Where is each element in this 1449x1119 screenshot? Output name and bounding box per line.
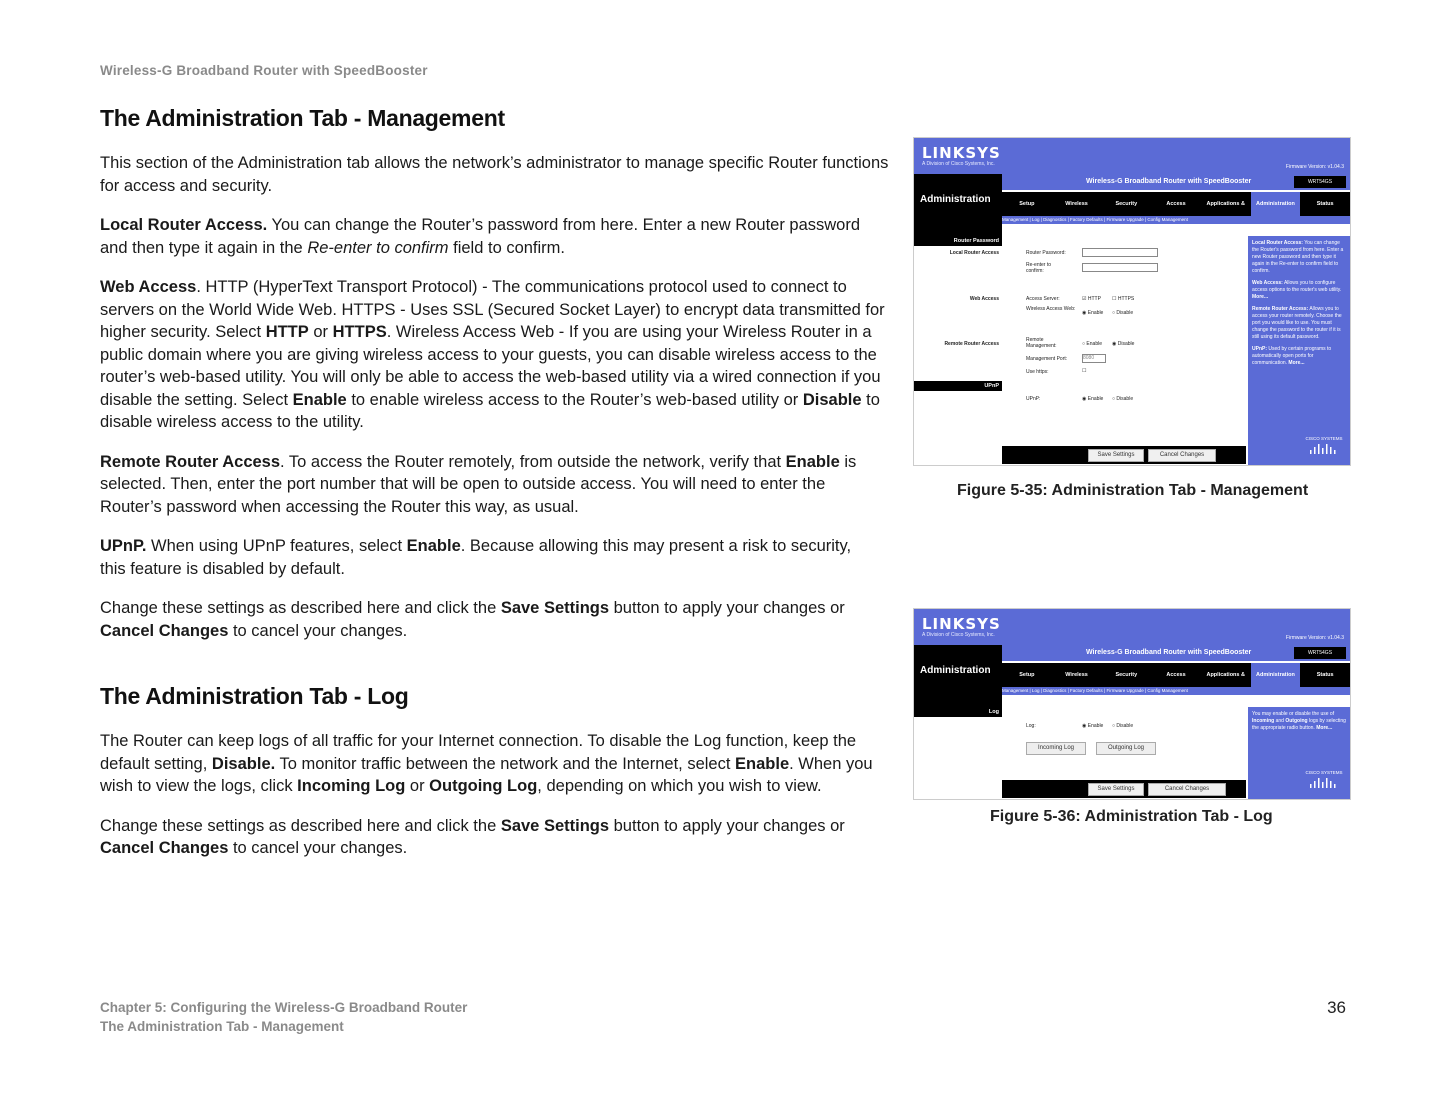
web-access-label: Web Access bbox=[969, 296, 999, 302]
tab-setup[interactable]: Setup bbox=[1019, 672, 1035, 678]
cancel-changes-term: Cancel Changes bbox=[100, 621, 229, 640]
change-text-3: to cancel your changes. bbox=[228, 621, 408, 640]
disable-label: Disable bbox=[1116, 723, 1134, 729]
management-port-input[interactable]: 8080 bbox=[1082, 354, 1106, 363]
upnp-text-2: . Because allowing this may present a risk to security, this feature is disabled by default. bbox=[100, 537, 852, 578]
remote-disable-radio[interactable]: ◉ Disable bbox=[1112, 341, 1135, 347]
change-text-2: button to apply your changes or bbox=[609, 599, 845, 617]
save-settings-term: Save Settings bbox=[500, 599, 610, 617]
log-change-paragraph bbox=[100, 815, 880, 860]
help-local-text: You can change the Router's password from here. Enter a new Router password and then type it again in the Re-enter to confirm field to confirm. bbox=[1252, 240, 1344, 274]
tab-status[interactable]: Status bbox=[1316, 672, 1334, 678]
section-nav-title bbox=[914, 645, 1002, 707]
tab-access-restrictions[interactable]: Access Restrictions bbox=[1160, 672, 1192, 702]
log-text-2: To monitor traffic between the network and the Internet, select bbox=[275, 754, 736, 773]
enable-label: Enable bbox=[1087, 396, 1104, 402]
subtabs[interactable]: Management | Log | Diagnostics | Factory Defaults | Firmware Upgrade | Config Management bbox=[1002, 687, 1350, 695]
remote-access-text: . To access the Router remotely, from outside the network, verify that bbox=[280, 452, 786, 471]
https-checkbox[interactable]: ☐ HTTPS bbox=[1112, 296, 1135, 302]
disable-label: Disable bbox=[1116, 310, 1134, 316]
cisco-text: CISCO SYSTEMS bbox=[1305, 436, 1343, 441]
nav-title-text: Administration bbox=[920, 194, 991, 205]
product-name: Wireless-G Broadband Router with SpeedBooster bbox=[1086, 178, 1252, 185]
reenter-field-name: Re-enter to confirm bbox=[307, 238, 449, 257]
enable-term: Enable bbox=[292, 390, 347, 409]
linksys-logo: LINKSYS bbox=[922, 615, 1001, 633]
wireless-web-disable-radio[interactable]: ○ Disable bbox=[1112, 310, 1134, 316]
log-field-label: Log: bbox=[1026, 723, 1036, 729]
tab-applications-gaming[interactable]: Applications & Gaming bbox=[1206, 672, 1245, 702]
help-panel bbox=[1248, 707, 1350, 799]
enable-label: Enable bbox=[1087, 310, 1104, 316]
disable-label: Disable bbox=[1116, 396, 1134, 402]
management-body bbox=[100, 152, 890, 642]
tab-administration[interactable]: Administration bbox=[1251, 192, 1301, 216]
remote-router-access-label: Remote Router Access bbox=[944, 341, 999, 347]
https-label: HTTPS bbox=[1117, 296, 1135, 302]
upnp-field-label: UPnP: bbox=[1026, 396, 1041, 402]
help-remote-access bbox=[1252, 306, 1346, 341]
help-local-title: Local Router Access: bbox=[1252, 240, 1303, 246]
section-nav-title bbox=[914, 174, 1002, 236]
help-text-3: logs by selecting the appropriate radio button. bbox=[1252, 718, 1346, 731]
remote-enable-term: Enable bbox=[785, 452, 840, 471]
banner bbox=[914, 138, 1350, 174]
cancel-changes-button[interactable]: Cancel Changes bbox=[1148, 783, 1226, 796]
save-settings-button[interactable]: Save Settings bbox=[1088, 449, 1144, 462]
logo-subtitle: A Division of Cisco Systems, Inc. bbox=[922, 632, 995, 638]
cisco-bridge-icon bbox=[1309, 442, 1339, 454]
logo-subtitle: A Division of Cisco Systems, Inc. bbox=[922, 161, 995, 167]
help-upnp bbox=[1252, 346, 1346, 367]
web-access-paragraph bbox=[100, 276, 890, 434]
enable-label: Enable bbox=[1086, 341, 1102, 347]
local-router-access-paragraph bbox=[100, 214, 890, 259]
remote-management-label: Remote Management: bbox=[1026, 337, 1057, 349]
help-log-text bbox=[1252, 711, 1346, 732]
help-upnp-title: UPnP: bbox=[1252, 346, 1267, 352]
upnp-enable-term: Enable bbox=[406, 537, 461, 555]
log-disable-radio[interactable]: ○ Disable bbox=[1112, 723, 1134, 729]
web-access-text-3: to enable wireless access to the Router’s web-based utility or bbox=[346, 390, 803, 409]
local-router-access-label: Local Router Access. bbox=[100, 216, 268, 234]
web-access-text-4: to disable wireless access to the utility. bbox=[100, 390, 880, 431]
remote-access-paragraph bbox=[100, 451, 890, 519]
page-number: 36 bbox=[1327, 998, 1346, 1017]
remote-enable-radio[interactable]: ○ Enable bbox=[1082, 341, 1102, 347]
log-enable-radio[interactable]: ◉ Enable bbox=[1082, 723, 1104, 729]
log-change-text: Change these settings as described here and click the bbox=[100, 816, 501, 835]
tab-wireless[interactable]: Wireless bbox=[1065, 201, 1088, 207]
running-header: Wireless-G Broadband Router with SpeedBooster bbox=[100, 63, 428, 78]
footer-section: The Administration Tab - Management bbox=[100, 1019, 344, 1034]
or-text: or bbox=[308, 323, 333, 341]
tab-security[interactable]: Security bbox=[1115, 201, 1138, 207]
incoming-log-button[interactable]: Incoming Log bbox=[1026, 742, 1086, 755]
help-text-1: You may enable or disable the use of bbox=[1252, 711, 1335, 717]
footer-chapter: Chapter 5: Configuring the Wireless-G Broadband Router bbox=[100, 1000, 468, 1015]
help-upnp-more-link[interactable]: More... bbox=[1288, 360, 1305, 366]
outgoing-log-term: Outgoing Log bbox=[429, 777, 538, 795]
section-title-management: The Administration Tab - Management bbox=[100, 105, 505, 131]
log-save-settings-term: Save Settings bbox=[500, 816, 610, 835]
upnp-text: When using UPnP features, select bbox=[146, 537, 407, 555]
remote-access-label: Remote Router Access bbox=[100, 452, 281, 471]
incoming-log-term: Incoming Log bbox=[297, 777, 406, 795]
product-bar bbox=[1002, 174, 1350, 190]
management-change-paragraph bbox=[100, 597, 880, 642]
local-router-access-label: Local Router Access bbox=[949, 250, 999, 256]
help-outgoing: Outgoing bbox=[1285, 718, 1308, 724]
log-body bbox=[100, 730, 890, 860]
banner bbox=[914, 609, 1350, 645]
tab-status[interactable]: Status bbox=[1316, 201, 1334, 207]
subtabs[interactable]: Management | Log | Diagnostics | Factory Defaults | Firmware Upgrade | Config Management bbox=[1002, 216, 1350, 224]
help-local-access bbox=[1252, 240, 1346, 275]
remote-access-text-2: is selected. Then, enter the port number that will be open to outside access. You will need to enter the Router’s password when accessing the Router this way, as usual. bbox=[100, 452, 857, 516]
product-name: Wireless-G Broadband Router with SpeedBooster bbox=[1086, 649, 1252, 656]
use-https-checkbox[interactable]: ☐ bbox=[1082, 368, 1087, 374]
management-port-label: Management Port: bbox=[1026, 356, 1068, 362]
help-web-text: Allows you to configure access options to the router's web utility. bbox=[1252, 280, 1342, 293]
tab-security[interactable]: Security bbox=[1115, 672, 1138, 678]
cisco-logo bbox=[1304, 769, 1344, 793]
cancel-changes-button[interactable]: Cancel Changes bbox=[1148, 449, 1216, 462]
http-term: HTTP bbox=[265, 323, 309, 341]
wireless-web-enable-radio[interactable]: ◉ Enable bbox=[1082, 310, 1104, 316]
router-password-label: Router Password: bbox=[1026, 250, 1066, 256]
cisco-bridge-icon bbox=[1309, 776, 1339, 788]
help-remote-title: Remote Router Access: bbox=[1252, 306, 1309, 312]
log-enable-term: Enable bbox=[735, 754, 790, 773]
change-text: Change these settings as described here and click the bbox=[100, 599, 501, 617]
tab-administration[interactable]: Administration bbox=[1251, 663, 1301, 687]
wireless-access-web-label: Wireless Access Web: bbox=[1026, 306, 1076, 312]
web-access-text-2: . Wireless Access Web - If you are using your Wireless Router in a public domain where you are giving wireless access to your guests, you can disable wireless access to the router’s web-based utility. You will only be able to access the web-based utility via a wired connection if you disable the setting. Select bbox=[100, 323, 881, 409]
upnp-paragraph bbox=[100, 535, 860, 580]
save-settings-button[interactable]: Save Settings bbox=[1088, 783, 1144, 796]
log-text-4: , depending on which you wish to view. bbox=[537, 777, 822, 795]
help-upnp-text: Used by certain programs to automatically open ports for communication. bbox=[1252, 346, 1332, 366]
web-access-label: Web Access bbox=[100, 278, 197, 296]
button-bar bbox=[1002, 446, 1246, 464]
firmware-version: Firmware Version: v1.04.3 bbox=[1285, 635, 1344, 641]
upnp-enable-radio[interactable]: ◉ Enable bbox=[1082, 396, 1104, 402]
upnp-label: UPnP. bbox=[100, 537, 147, 555]
tab-applications-gaming[interactable]: Applications & Gaming bbox=[1206, 201, 1245, 231]
figure-5-35-caption: Figure 5-35: Administration Tab - Management bbox=[957, 482, 1309, 499]
help-web-access bbox=[1252, 280, 1346, 301]
reenter-input[interactable] bbox=[1082, 263, 1158, 272]
figure-5-36-caption: Figure 5-36: Administration Tab - Log bbox=[990, 808, 1273, 825]
http-checkbox[interactable]: ☑ HTTP bbox=[1082, 296, 1101, 302]
router-password-input[interactable] bbox=[1082, 248, 1158, 257]
firmware-version: Firmware Version: v1.04.3 bbox=[1285, 164, 1344, 170]
local-router-access-text-end: field to confirm. bbox=[448, 238, 566, 257]
help-incoming: Incoming bbox=[1252, 718, 1275, 724]
help-web-title: Web Access: bbox=[1252, 280, 1283, 286]
cisco-logo bbox=[1304, 435, 1344, 459]
log-cancel-changes-term: Cancel Changes bbox=[100, 839, 229, 857]
reenter-label: Re-enter to confirm: bbox=[1026, 262, 1052, 274]
product-bar bbox=[1002, 645, 1350, 661]
nav-title-text: Administration bbox=[920, 665, 991, 676]
model-number: WRT54GS bbox=[1294, 176, 1346, 188]
footer bbox=[100, 998, 467, 1036]
button-bar bbox=[1002, 780, 1246, 798]
log-change-text-3: to cancel your changes. bbox=[228, 839, 408, 857]
help-text-2: and bbox=[1274, 718, 1286, 724]
tab-wireless[interactable]: Wireless bbox=[1065, 672, 1088, 678]
log-text-3: . When you wish to view the logs, click bbox=[100, 754, 873, 795]
cisco-text: CISCO SYSTEMS bbox=[1305, 770, 1343, 775]
disable-label: Disable bbox=[1117, 341, 1135, 347]
upnp-disable-radio[interactable]: ○ Disable bbox=[1112, 396, 1134, 402]
tab-access-restrictions[interactable]: Access Restrictions bbox=[1160, 201, 1192, 231]
access-server-label: Access Server: bbox=[1026, 296, 1060, 302]
enable-label: Enable bbox=[1087, 723, 1104, 729]
log-text: The Router can keep logs of all traffic for your Internet connection. To disable the Log function, keep the default setting, bbox=[100, 732, 857, 773]
tab-setup[interactable]: Setup bbox=[1019, 201, 1035, 207]
log-disable-term: Disable. bbox=[211, 754, 276, 773]
log-change-text-2: button to apply your changes or bbox=[609, 816, 845, 835]
log-screenshot bbox=[913, 608, 1351, 800]
outgoing-log-button[interactable]: Outgoing Log bbox=[1096, 742, 1156, 755]
management-intro: This section of the Administration tab allows the network’s administrator to manage specific Router functions for access and security. bbox=[100, 154, 889, 195]
disable-term: Disable bbox=[802, 390, 862, 409]
linksys-logo: LINKSYS bbox=[922, 144, 1001, 162]
section-title-log: The Administration Tab - Log bbox=[100, 683, 409, 709]
help-more-link[interactable]: More... bbox=[1316, 725, 1333, 731]
local-router-access-text: You can change the Router’s password from here. Enter a new Router password and then type it again in the bbox=[100, 216, 861, 257]
web-access-text: . HTTP (HyperText Transport Protocol) - The communications protocol used to connect to servers on the World Wide Web. HTTPS - Uses SSL (Secured Socket Layer) to encrypt data transmitted for higher security. Select bbox=[100, 278, 885, 341]
upnp-header: UPnP bbox=[914, 381, 1002, 391]
model-number: WRT54GS bbox=[1294, 647, 1346, 659]
management-screenshot bbox=[913, 137, 1351, 466]
use-https-label: Use https: bbox=[1026, 369, 1049, 375]
log-or-text: or bbox=[405, 777, 430, 795]
help-web-more-link[interactable]: More... bbox=[1252, 294, 1269, 300]
https-term: HTTPS bbox=[332, 323, 387, 341]
help-panel bbox=[1248, 236, 1350, 465]
http-label: HTTP bbox=[1087, 296, 1101, 302]
log-paragraph bbox=[100, 730, 890, 798]
help-remote-text: Allows you to access your router remotely. Choose the port you would like to use. You must change the password to the router if it is still using its default password. bbox=[1252, 306, 1342, 340]
router-password-header: Router Password bbox=[914, 236, 1002, 246]
log-header: Log bbox=[914, 707, 1002, 717]
